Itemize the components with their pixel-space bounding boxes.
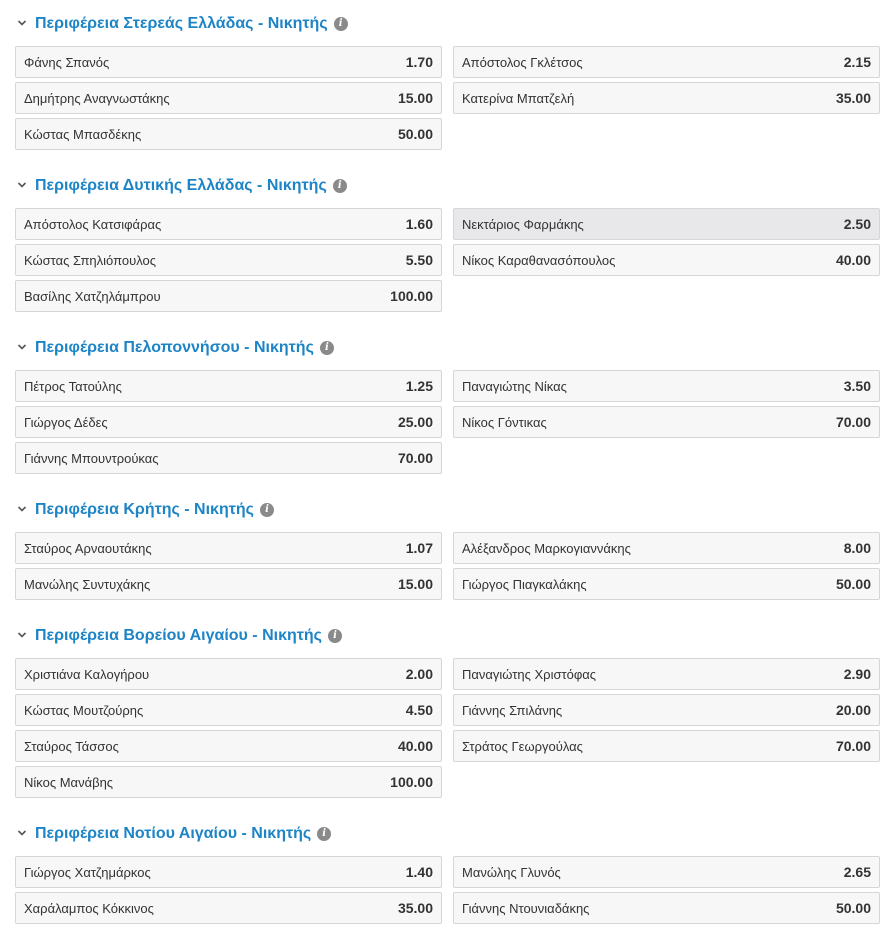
selection-odds: 1.25 <box>405 378 433 394</box>
selection-odds: 5.50 <box>405 252 433 268</box>
selection-button[interactable] <box>453 694 880 726</box>
market-title-text: Περιφέρεια Νοτίου Αιγαίου - Νικητής <box>35 825 312 842</box>
selection-name: Κώστας Σπηλιόπουλος <box>24 252 156 268</box>
selection-odds: 1.70 <box>405 54 433 70</box>
selection-odds: 2.50 <box>843 216 871 232</box>
selection-odds: 2.90 <box>843 666 871 682</box>
info-icon[interactable]: i <box>260 503 274 517</box>
selection-odds: 1.40 <box>405 864 433 880</box>
selection-odds: 40.00 <box>835 252 871 268</box>
selection-odds: 15.00 <box>397 90 433 106</box>
selection-name: Πέτρος Τατούλης <box>24 378 122 394</box>
market-title-text: Περιφέρεια Κρήτης - Νικητής <box>35 501 254 518</box>
selection-name: Φάνης Σπανός <box>24 54 110 70</box>
selection-name: Δημήτρης Αναγνωστάκης <box>24 90 170 106</box>
selection-button[interactable] <box>15 532 442 564</box>
selection-odds: 50.00 <box>835 576 871 592</box>
selection-odds: 20.00 <box>835 702 871 718</box>
selection-odds: 50.00 <box>397 126 433 142</box>
selection-name: Γιάννης Σπιλάνης <box>462 702 563 718</box>
selection-name: Παναγιώτης Χριστόφας <box>462 666 597 682</box>
market-title <box>35 824 331 844</box>
selection-button[interactable] <box>453 370 880 402</box>
selection-button[interactable] <box>453 730 880 762</box>
selection-odds: 25.00 <box>397 414 433 430</box>
market-title <box>35 500 274 520</box>
selection-button[interactable] <box>15 118 442 150</box>
selection-odds: 35.00 <box>397 900 433 916</box>
selection-button[interactable] <box>453 568 880 600</box>
selection-button[interactable] <box>15 658 442 690</box>
info-icon[interactable]: i <box>328 629 342 643</box>
selection-button[interactable] <box>453 46 880 78</box>
selection-odds: 70.00 <box>397 450 433 466</box>
selection-name: Γιάννης Ντουνιαδάκης <box>462 900 590 916</box>
selection-button[interactable] <box>15 892 442 924</box>
selection-odds: 40.00 <box>397 738 433 754</box>
chevron-down-icon[interactable] <box>17 180 27 190</box>
market-title <box>35 14 348 34</box>
selection-button[interactable] <box>15 766 442 798</box>
selection-odds: 100.00 <box>390 774 433 790</box>
info-icon[interactable]: i <box>317 827 331 841</box>
market-title-text: Περιφέρεια Βορείου Αιγαίου - Νικητής <box>35 627 322 644</box>
selection-button[interactable] <box>15 82 442 114</box>
selection-button[interactable] <box>453 244 880 276</box>
selection-odds: 35.00 <box>835 90 871 106</box>
chevron-down-icon[interactable] <box>17 630 27 640</box>
selection-button[interactable] <box>15 694 442 726</box>
selection-name: Στράτος Γεωργούλας <box>462 738 583 754</box>
market-header[interactable] <box>0 174 865 198</box>
selection-button[interactable] <box>453 658 880 690</box>
selection-button[interactable] <box>15 46 442 78</box>
selection-odds: 1.60 <box>405 216 433 232</box>
selection-button[interactable] <box>15 208 442 240</box>
market-header[interactable] <box>0 624 865 648</box>
info-icon[interactable]: i <box>334 17 348 31</box>
selection-name: Γιάννης Μπουντρούκας <box>24 450 159 466</box>
market-title-text: Περιφέρεια Πελοποννήσου - Νικητής <box>35 339 314 356</box>
selection-odds: 1.07 <box>405 540 433 556</box>
selection-name: Παναγιώτης Νίκας <box>462 378 567 394</box>
selection-odds: 50.00 <box>835 900 871 916</box>
selection-button[interactable] <box>15 280 442 312</box>
market-header[interactable] <box>0 12 865 36</box>
selection-odds: 4.50 <box>405 702 433 718</box>
market-title-text: Περιφέρεια Δυτικής Ελλάδας - Νικητής <box>35 177 327 194</box>
selection-odds: 70.00 <box>835 738 871 754</box>
market-title <box>35 626 342 646</box>
selection-button[interactable] <box>453 532 880 564</box>
selection-name: Γιώργος Πιαγκαλάκης <box>462 576 587 592</box>
selection-name: Μανώλης Γλυνός <box>462 864 561 880</box>
selection-name: Νίκος Καραθανασόπουλος <box>462 252 616 268</box>
market-header[interactable] <box>0 336 865 360</box>
selection-odds: 2.00 <box>405 666 433 682</box>
selection-button[interactable] <box>15 406 442 438</box>
info-icon[interactable]: i <box>320 341 334 355</box>
selection-name: Κώστας Μπασδέκης <box>24 126 142 142</box>
chevron-down-icon[interactable] <box>17 504 27 514</box>
selection-button[interactable] <box>453 856 880 888</box>
selection-name: Σταύρος Αρναουτάκης <box>24 540 152 556</box>
selection-name: Σταύρος Τάσσος <box>24 738 119 754</box>
selection-odds: 70.00 <box>835 414 871 430</box>
selection-button[interactable] <box>15 244 442 276</box>
selection-button[interactable] <box>15 856 442 888</box>
selection-name: Νίκος Μανάβης <box>24 774 114 790</box>
selection-button[interactable] <box>453 892 880 924</box>
selection-name: Μανώλης Συντυχάκης <box>24 576 151 592</box>
selection-name: Βασίλης Χατζηλάμπρου <box>24 288 161 304</box>
selection-name: Χριστιάνα Καλογήρου <box>24 666 150 682</box>
selection-button[interactable] <box>15 442 442 474</box>
selection-name: Νεκτάριος Φαρμάκης <box>462 216 584 232</box>
chevron-down-icon[interactable] <box>17 18 27 28</box>
selection-name: Κατερίνα Μπατζελή <box>462 90 575 106</box>
selection-button[interactable] <box>15 370 442 402</box>
market-title <box>35 176 347 196</box>
selection-odds: 2.65 <box>843 864 871 880</box>
chevron-down-icon[interactable] <box>17 342 27 352</box>
selection-name: Αλέξανδρος Μαρκογιαννάκης <box>462 540 631 556</box>
selection-name: Νίκος Γόντικας <box>462 414 547 430</box>
selection-name: Κώστας Μουτζούρης <box>24 702 144 718</box>
selection-odds: 100.00 <box>390 288 433 304</box>
selection-name: Γιώργος Χατζημάρκος <box>24 864 151 880</box>
market-title-text: Περιφέρεια Στερεάς Ελλάδας - Νικητής <box>35 15 328 32</box>
selection-name: Απόστολος Γκλέτσος <box>462 54 583 70</box>
selection-button[interactable] <box>453 208 880 240</box>
chevron-down-icon[interactable] <box>17 828 27 838</box>
info-icon[interactable]: i <box>333 179 347 193</box>
selection-button[interactable] <box>453 82 880 114</box>
selection-button[interactable] <box>15 568 442 600</box>
selection-odds: 2.15 <box>843 54 871 70</box>
selection-name: Απόστολος Κατσιφάρας <box>24 216 162 232</box>
selection-odds: 15.00 <box>397 576 433 592</box>
market-header[interactable] <box>0 822 865 846</box>
selection-odds: 3.50 <box>843 378 871 394</box>
market-header[interactable] <box>0 498 865 522</box>
selection-button[interactable] <box>15 730 442 762</box>
selection-name: Γιώργος Δέδες <box>24 414 108 430</box>
selection-button[interactable] <box>453 406 880 438</box>
market-title <box>35 338 334 358</box>
selection-odds: 8.00 <box>843 540 871 556</box>
selection-name: Χαράλαμπος Κόκκινος <box>24 900 154 916</box>
